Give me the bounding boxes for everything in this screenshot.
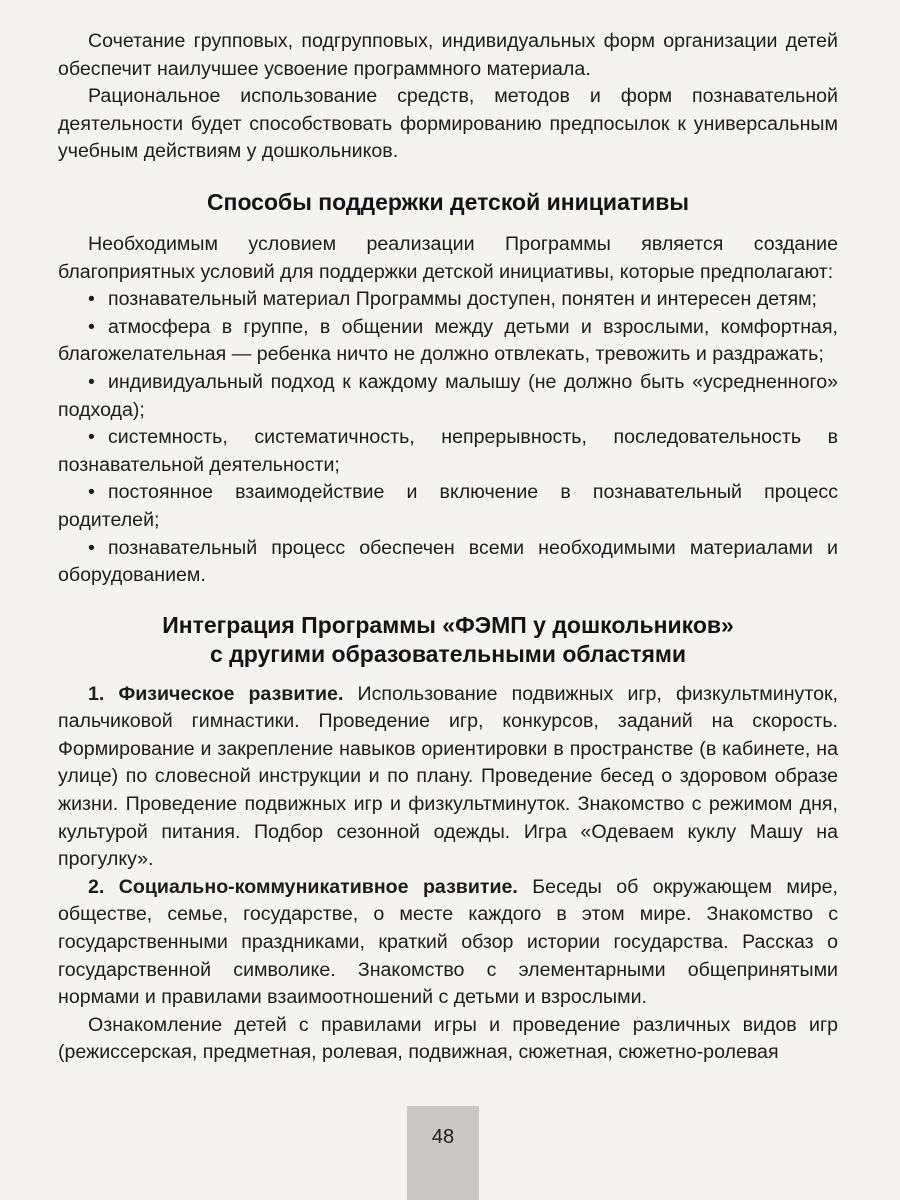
page-number: 48 xyxy=(431,1126,455,1148)
support-bullet-item xyxy=(58,286,838,314)
integration-heading xyxy=(58,611,838,669)
bullet-text: системность, систематичность, непрерывность, последовательность в познавательной деятельности; xyxy=(58,426,838,476)
bullet-text: познавательный процесс обеспечен всеми необходимыми материалами и оборудованием. xyxy=(58,536,838,587)
page-content xyxy=(58,28,838,1067)
bullet-text: познавательный материал Программы доступен, понятен и интересен детям; xyxy=(108,288,817,311)
bullet-marker: • xyxy=(88,536,95,559)
bullet-marker: • xyxy=(88,426,95,449)
integration-closing-paragraph: Ознакомление детей с правилами игры и проведение различных видов игр (режиссерская, предметная, ролевая, подвижная, сюжетная, сюжетно-ролевая xyxy=(58,1013,838,1064)
support-bullet-item xyxy=(58,369,838,424)
bullet-text: атмосфера в группе, в общении между детьми и взрослыми, комфортная, благожелательная — ребенка ничто не должно отвлекать, тревожить и раздражать; xyxy=(58,315,838,366)
integration-section-physical xyxy=(58,681,838,874)
bullet-marker: • xyxy=(88,481,95,504)
section-title: 2. Социально-коммуникативное развитие. xyxy=(88,875,518,898)
bullet-marker: • xyxy=(88,370,95,393)
support-lead-paragraph: Необходимым условием реализации Программы является создание благоприятных условий для поддержки детской инициативы, которые предполагают: xyxy=(58,232,838,283)
page-number-tab xyxy=(407,1106,479,1200)
support-heading: Способы поддержки детской инициативы xyxy=(206,188,690,215)
section-text: Использование подвижных игр, физкультминуток, пальчиковой гимнастики. Проведение игр, конкурсов, заданий на скорость. Формирование и закрепление навыков ориентировки в пространстве (в кабинете, на улице) по словесной инструкции и по плану. Проведение бесед о здоровом образе жизни. Проведение подвижных игр и физкультминуток. Знакомство с режимом дня, культурой питания. Подбор сезонной одежды. Игра «Одеваем куклу Машу на прогулку». xyxy=(58,682,838,871)
bullet-text: индивидуальный подход к каждому малышу (не должно быть «усредненного» подхода); xyxy=(58,370,838,421)
section-text: Беседы об окружающем мире, обществе, семье, государстве, о месте каждого в этом мире. Знакомство с государственными праздниками, краткий обзор истории государства. Рассказ о государственной символике. Знакомство с элементарными общепринятыми нормами и правилами взаимоотношений с детьми и взрослыми. xyxy=(58,875,839,1009)
support-bullet-item xyxy=(58,479,838,534)
intro-paragraph-1: Сочетание групповых, подгрупповых, индивидуальных форм организации детей обеспечит наилучшее усвоение программного материала. xyxy=(58,30,838,80)
integration-section-social xyxy=(58,874,838,1012)
support-bullet-item xyxy=(58,314,838,369)
integration-heading-line-2: с другими образовательными областями xyxy=(209,640,687,667)
integration-heading-line-1: Интеграция Программы «ФЭМП у дошкольников» xyxy=(162,611,734,638)
bullet-text: постоянное взаимодействие и включение в познавательный процесс родителей; xyxy=(58,481,838,531)
support-bullet-item xyxy=(58,424,838,479)
section-title: 1. Физическое развитие. xyxy=(88,682,344,705)
bullet-marker: • xyxy=(88,288,95,311)
support-bullet-item xyxy=(58,535,838,590)
bullet-marker: • xyxy=(88,315,95,338)
intro-paragraph-2: Рациональное использование средств, методов и форм познавательной деятельности будет способствовать формированию предпосылок к универсальным учебным действиям у дошкольников. xyxy=(58,85,838,163)
